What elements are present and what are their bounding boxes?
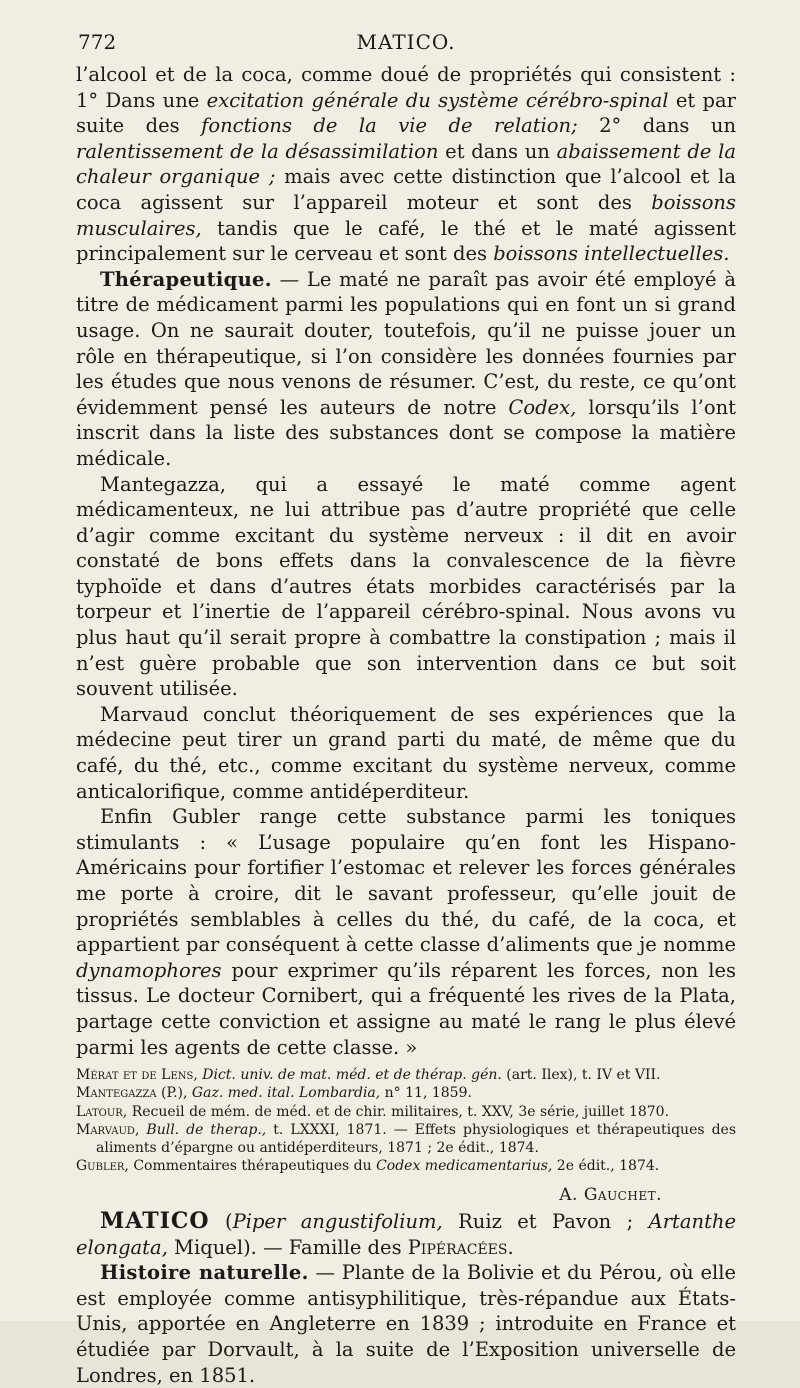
text-span: Enfin Gubler range cette substance parmi les toniques stimulants : « L’usage populaire qu’en font les Hispano-Américains pour fortifier l’estomac et relever les forces générales me porte à croire, dit le savant professeur, qu’elle jouit de propriétés semblables à celles du thé, du café, de la coca, et appartient par conséquent à cette classe d’aliments que je nomme (76, 805, 736, 957)
italic-term: boissons intellectuelles. (493, 242, 730, 266)
references (76, 1066, 736, 1175)
reference-item (76, 1121, 736, 1157)
family-name: Pipéracées. (407, 1235, 514, 1259)
section-heading: Thérapeutique. (100, 267, 272, 291)
main-text (76, 62, 736, 1388)
page-header (74, 30, 738, 58)
text-span: — Le maté ne paraît pas avoir été employé à titre de médicament parmi les populations qui en font un si grand usage. On ne saurait douter, toutefois, qu’il ne puisse jouer un rôle en thérapeutique, si l’on considère les données fournies par les études que nous venons de résumer. C’est, du reste, ce qu’ont évidemment pensé les auteurs de notre (76, 267, 736, 419)
text-span: l’alcool et de la coca, comme doué de propriétés qui consistent : 1° Dans une (76, 63, 736, 112)
text-span: 2° dans un (577, 114, 736, 138)
reference-item (76, 1066, 736, 1084)
ref-details: Commentaires thérapeutiques du (128, 1158, 377, 1175)
entry-headword: MATICO (100, 1207, 210, 1234)
text-span: ( (209, 1209, 233, 1233)
paragraph: Mantegazza, qui a essayé le maté comme agent médicamenteux, ne lui attribue pas d’autre propriété que celle d’agir comme excitant du système nerveux : il dit en avoir constaté de bons effets dans la convalescence de la fièvre typhoïde et dans d’autres états morbides caractérisés par la torpeur et l’inertie de l’appareil cérébro-spinal. Nous avons vu plus haut qu’il serait propre à combattre la constipation ; mais il n’est guère probable que son intervention dans ce but soit souvent utilisée. (76, 472, 736, 701)
ref-details: 2e édit., 1874. (552, 1158, 660, 1175)
text-span: mais avec cette distinction que l’alcool et la coca agissent sur l’appareil moteur et sont des (76, 165, 736, 214)
section-heading: Histoire naturelle. (100, 1261, 309, 1285)
italic-term: boissons musculaires, (76, 190, 736, 240)
entry-heading (76, 1209, 736, 1260)
text-span: pour exprimer qu’ils réparent les forces, non les tissus. Le docteur Cornibert, qui a fréquenté les rives de la Plata, partage cette conviction et assigne au maté le rang le plus élevé parmi les agents de cette classe. » (76, 958, 736, 1059)
ref-author: Mantegazza (P.), (76, 1085, 188, 1102)
ref-title: Bull. de therap., (146, 1121, 267, 1138)
italic-term: fonctions de la vie de relation; (201, 114, 578, 138)
ref-author: Marvaud, (76, 1121, 140, 1138)
ref-title: Dict. univ. de mat. méd. et de thérap. gén. (202, 1067, 502, 1084)
paragraph-histoire-naturelle (76, 1260, 736, 1388)
text-span: et dans un (438, 139, 557, 163)
paragraph-therapeutique (76, 267, 736, 472)
page-number: 772 (78, 30, 117, 54)
reference-item (76, 1084, 736, 1102)
text-span: et par suite des (76, 88, 736, 138)
italic-term: dynamophores (76, 958, 222, 982)
ref-details: t. LXXXI, 1871. — Effets physiologiques et thérapeutiques des aliments d’épargne ou antidéperditeurs, 1871 ; 2e édit., 1874. (96, 1121, 737, 1156)
ref-author: Mérat et de Lens, (76, 1067, 198, 1084)
ref-details: Recueil de mém. de méd. et de chir. militaires, t. XXV, 3e série, juillet 1870. (127, 1103, 670, 1120)
ref-title: Gaz. med. ital. Lombardia, (191, 1085, 381, 1102)
ref-details: n° 11, 1859. (380, 1085, 472, 1102)
paragraph (76, 62, 736, 267)
text-span: tandis que le café, le thé et le maté agissent principalement sur le cerveau et sont des (76, 216, 736, 266)
paragraph: Marvaud conclut théoriquement de ses expériences que la médecine peut tirer un grand parti du maté, de même que du café, du thé, etc., comme excitant du système nerveux, comme anticalorifique, comme antidéperditeur. (76, 702, 736, 803)
italic-term: Codex, (508, 395, 577, 419)
ref-title: Codex medicamentarius, (376, 1158, 553, 1175)
italic-term: abaissement de la chaleur organique ; (76, 139, 736, 189)
running-title: MATICO. (356, 30, 456, 54)
reference-item (76, 1103, 736, 1121)
italic-term: excitation générale du système cérébro-spinal (206, 88, 669, 112)
text-span: Ruiz et Pavon ; (442, 1209, 649, 1233)
italic-term: ralentissement de la désassimilation (76, 139, 439, 163)
ref-details: (art. Ilex), t. IV et VII. (501, 1067, 661, 1084)
author-signature: A. Gauchet. (559, 1185, 662, 1206)
reference-item (76, 1157, 736, 1175)
latin-name: Artanthe elongata, (76, 1209, 737, 1259)
ref-author: Gubler, (76, 1158, 129, 1175)
latin-name: Piper angustifolium, (232, 1209, 443, 1233)
text-span: Miquel). — Famille des (167, 1235, 408, 1259)
ref-author: Latour, (76, 1103, 128, 1120)
text-span: lorsqu’ils l’ont inscrit dans la liste des substances dont se compose la matière médicale. (76, 395, 736, 470)
paragraph-quote (76, 804, 736, 1060)
text-span: — Plante de la Bolivie et du Pérou, où elle est employée comme antisyphilitique, très-répandue aux États-Unis, apportée en Angleterre en 1839 ; introduite en France et étudiée par Dorvault, à la suite de l’Exposition universelle de Londres, en 1851. (76, 1261, 736, 1387)
